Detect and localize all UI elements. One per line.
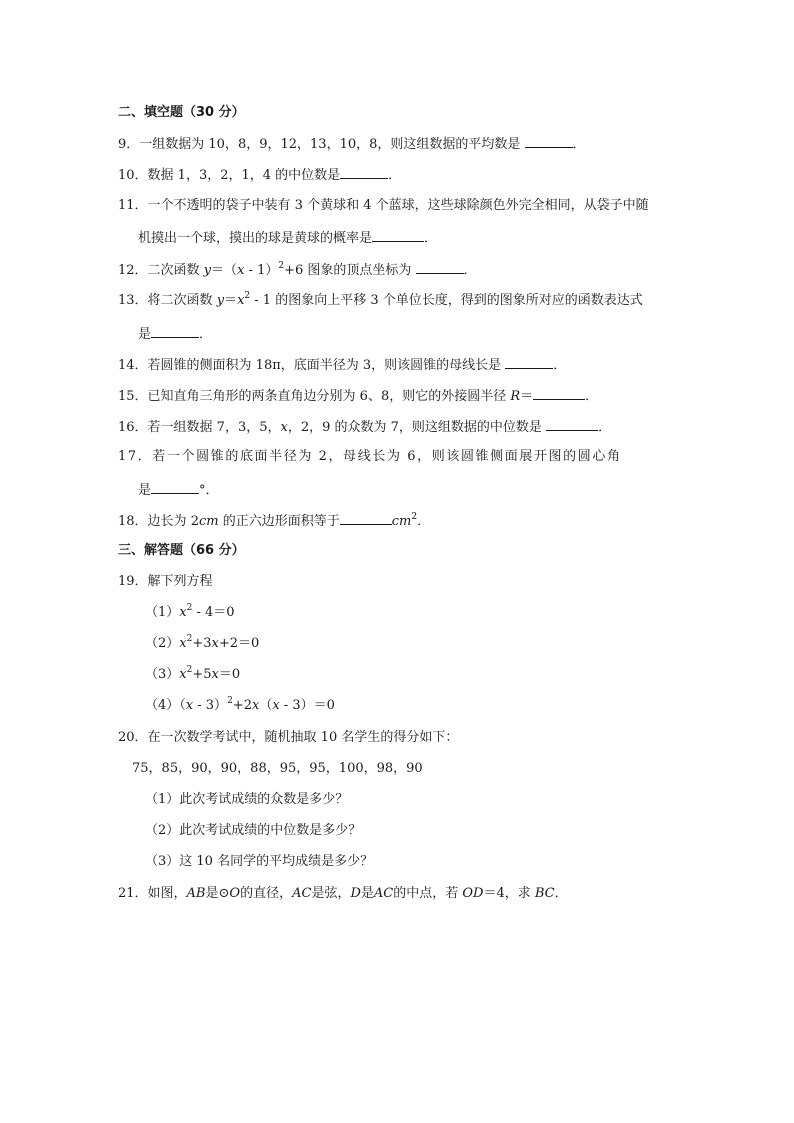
q13-line2-text: 是 (138, 327, 152, 342)
q15-end: ． (585, 389, 599, 404)
var-x: x (211, 667, 219, 682)
answer-blank[interactable] (533, 386, 585, 400)
q11-line2-text: 机摸出一个球，摸出的球是黄球的概率是 (138, 231, 373, 246)
var-x: x (179, 667, 187, 682)
answer-blank[interactable] (525, 134, 573, 148)
equation-rest: +2＝0 (218, 636, 260, 651)
exponent: 2 (186, 602, 193, 613)
equation-rest: - 4＝0 (192, 605, 235, 620)
exponent: 2 (244, 290, 251, 301)
q15-eq: ＝ (520, 389, 534, 404)
var-x: x (280, 420, 288, 435)
q21-text: 是⊙ (205, 886, 230, 901)
equation-rest: +2 (232, 698, 252, 713)
q20-part2: （2）此次考试成绩的中位数是多少？ (145, 823, 362, 838)
part-label: （4）（ (145, 698, 186, 713)
var-r: R (510, 389, 521, 404)
part-label: （1） (145, 605, 180, 620)
q18-mid: 的正六边形面积等于 (218, 514, 340, 529)
section-fill-title: 二、填空题（30 分） (118, 105, 245, 120)
question-15 (118, 386, 598, 406)
q19-part4 (145, 697, 335, 715)
question-14 (118, 355, 566, 375)
exponent: 2 (278, 260, 285, 271)
q15-text: 15．已知直角三角形的两条直角边分别为 6、8，则它的外接圆半径 (118, 389, 511, 404)
answer-blank[interactable] (416, 260, 464, 274)
q16-suffix: ，2，9 的众数为 7，则这组数据的中位数是 (287, 420, 547, 435)
question-21 (118, 885, 568, 903)
equation-rest: （ (259, 698, 273, 713)
answer-blank[interactable] (340, 165, 388, 179)
segment-ab: AB (186, 886, 206, 901)
question-11-line1: 11．一个不透明的袋子中装有 3 个黄球和 4 个蓝球，这些球除颜色外完全相同，从袋子中随 (118, 198, 649, 213)
q21-text: ＝4，求 (483, 886, 535, 901)
var-y: y (216, 293, 225, 308)
point-d: D (350, 886, 361, 901)
var-x: x (179, 605, 187, 620)
equation-rest: +3 (192, 636, 212, 651)
answer-blank[interactable] (151, 324, 199, 338)
question-13-line1 (118, 292, 643, 310)
answer-blank[interactable] (505, 355, 553, 369)
equation-mid: - 3） (193, 698, 228, 713)
unit-cm: cm (391, 514, 412, 529)
q18-end: ． (417, 514, 431, 529)
answer-blank[interactable] (151, 480, 199, 494)
var-y: y (203, 263, 212, 278)
q13-eq: ＝ (224, 293, 238, 308)
q12-mid: - 1） (244, 263, 279, 278)
var-x: x (185, 698, 194, 713)
var-x: x (272, 698, 280, 713)
question-19-title: 19．解下列方程 (118, 574, 213, 589)
question-18 (118, 511, 430, 531)
q20-part3: （3）这 10 名同学的平均成绩是多少？ (145, 854, 374, 869)
question-12 (118, 260, 477, 280)
equation-rest: +5 (192, 667, 212, 682)
exponent: 2 (411, 511, 418, 522)
question-20-title: 20．在一次数学考试中，随机抽取 10 名学生的得分如下： (118, 730, 459, 745)
q18-prefix: 18．边长为 (118, 514, 191, 529)
section-solve-title: 三、解答题（66 分） (118, 543, 245, 558)
q16-prefix: 16．若一组数据 7，3，5， (118, 420, 281, 435)
q21-text: 是 (360, 886, 374, 901)
q11-end: ． (424, 231, 438, 246)
question-17-line2 (138, 480, 219, 500)
q16-end: ． (598, 420, 612, 435)
var-x: x (179, 636, 187, 651)
q10-text: 10．数据 1，3，2，1，4 的中位数是 (118, 168, 341, 183)
q13-prefix: 13．将二次函数 (118, 293, 217, 308)
var-x: x (211, 636, 219, 651)
question-13-line2 (138, 324, 212, 344)
q9-text: 9．一组数据为 10，8，9，12，13，10，8，则这组数据的平均数是 (118, 137, 525, 152)
q18-value: 2 (190, 514, 199, 529)
exponent: 2 (227, 695, 233, 706)
q12-suffix: +6 图象的顶点坐标为 (284, 263, 416, 278)
part-label: （3） (145, 667, 180, 682)
q19-part3 (145, 666, 240, 684)
answer-blank[interactable] (372, 228, 424, 242)
q21-text: 是弦， (311, 886, 351, 901)
q20-scores: 75，85，90，90，88，95，95，100，98，90 (132, 761, 423, 776)
var-x: x (237, 263, 245, 278)
q21-text: 的直径， (240, 886, 293, 901)
equation-rest: - 3）＝0 (279, 698, 335, 713)
question-10 (118, 165, 401, 185)
q12-end: ． (463, 263, 477, 278)
answer-blank[interactable] (340, 511, 392, 525)
question-11-line2 (138, 228, 437, 248)
q20-part1: （1）此次考试成绩的众数是多少？ (145, 792, 349, 807)
question-16 (118, 417, 611, 437)
q17-end: °． (199, 483, 219, 498)
q10-end: ． (388, 168, 402, 183)
exponent: 2 (186, 633, 193, 644)
equation-rest: ＝0 (218, 667, 241, 682)
q21-text: ． (554, 886, 568, 901)
var-x: x (237, 293, 245, 308)
q19-part1 (145, 604, 235, 622)
q14-text: 14．若圆锥的侧面积为 18π，底面半径为 3，则该圆锥的母线长是 (118, 358, 506, 373)
unit-cm: cm (198, 514, 219, 529)
q12-prefix: 12．二次函数 (118, 263, 204, 278)
point-o: O (229, 886, 241, 901)
answer-blank[interactable] (546, 417, 598, 431)
segment-ac: AC (373, 886, 394, 901)
q13-end: ． (199, 327, 213, 342)
q14-end: ． (553, 358, 567, 373)
segment-bc: BC (534, 886, 555, 901)
segment-od: OD (462, 886, 484, 901)
exponent: 2 (186, 664, 193, 675)
part-label: （2） (145, 636, 180, 651)
q19-part2 (145, 635, 259, 653)
q12-eq: ＝（ (211, 263, 238, 278)
q21-text: 的中点，若 (393, 886, 463, 901)
question-17-line1: 17．若一个圆锥的底面半径为 2，母线长为 6，则该圆锥侧面展开图的圆心角 (118, 449, 622, 464)
q21-text: 21．如图， (118, 886, 187, 901)
segment-ac: AC (292, 886, 312, 901)
var-x: x (251, 698, 260, 713)
question-9 (118, 134, 586, 154)
q17-line2-text: 是 (138, 483, 152, 498)
q9-end: ． (572, 137, 586, 152)
q13-suffix: - 1 的图象向上平移 3 个单位长度，得到的图象所对应的函数表达式 (250, 293, 643, 308)
